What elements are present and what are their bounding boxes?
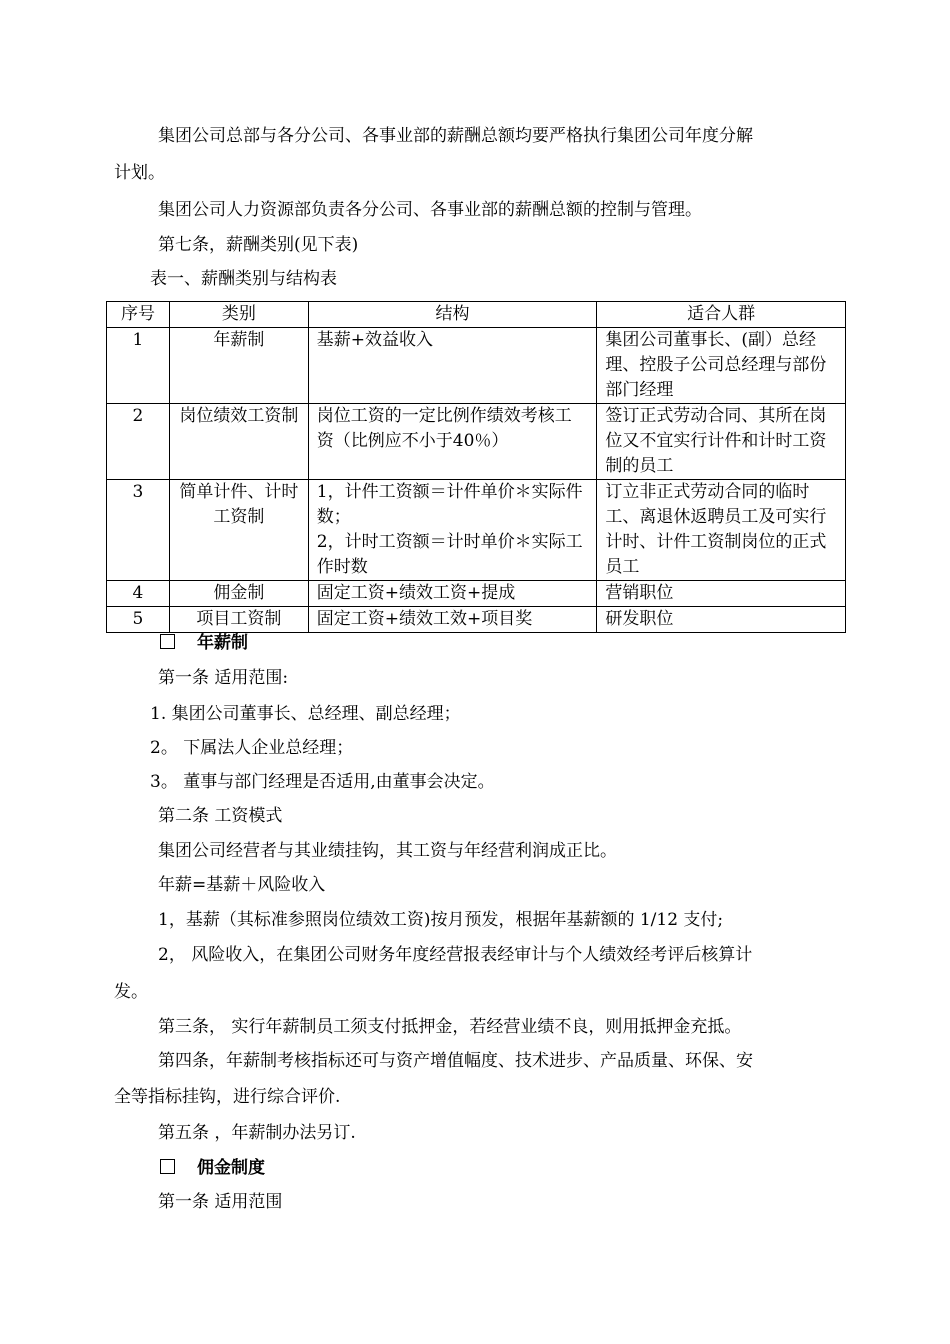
- paragraph-text: 全等指标挂钩，进行综合评价.: [114, 1087, 341, 1107]
- cell-structure: 岗位工资的一定比例作绩效考核工资（比例应不小于40％）: [308, 404, 597, 480]
- cell-group: 签订正式劳动合同、其所在岗位又不宜实行计件和计时工资制的员工: [597, 404, 846, 480]
- paragraph-text: 集团公司经营者与其业绩挂钩，其工资与年经营利润成正比。: [158, 841, 617, 861]
- cell-type: 佣金制: [169, 581, 308, 607]
- paragraph-text: 1，基薪（其标准参照岗位绩效工资)按月预发，根据年基薪额的 1/12 支付;: [158, 910, 724, 930]
- cell-structure: [308, 480, 597, 581]
- cell-type: 岗位绩效工资制: [169, 404, 308, 480]
- paragraph-text: 集团公司总部与各分公司、各事业部的薪酬总额均要严格执行集团公司年度分解: [158, 126, 753, 146]
- table-row: [107, 581, 846, 607]
- cell-group: 集团公司董事长、(副）总经理、控股子公司总经理与部份部门经理: [597, 328, 846, 404]
- header-group: 适合人群: [597, 302, 846, 328]
- section-heading-commission: [160, 1157, 265, 1179]
- table-row: [107, 480, 846, 581]
- cell-no: 4: [107, 581, 170, 607]
- table-row: [107, 404, 846, 480]
- list-item: 3。 董事与部门经理是否适用,由董事会决定。: [150, 772, 495, 792]
- cell-structure: 基薪+效益收入: [308, 328, 597, 404]
- checkbox-square-icon: [160, 1159, 175, 1174]
- structure-line: 2，计时工资额＝计时单价＊实际工作时数: [316, 532, 583, 577]
- list-item: 1. 集团公司董事长、总经理、副总经理；: [150, 704, 461, 724]
- cell-type: 项目工资制: [169, 607, 308, 633]
- header-structure: 结构: [308, 302, 597, 328]
- paragraph-text: 集团公司人力资源部负责各分公司、各事业部的薪酬总额的控制与管理。: [158, 200, 702, 220]
- paragraph-text: 第五条 ，年薪制办法另订.: [158, 1123, 356, 1143]
- cell-no: 3: [107, 480, 170, 581]
- cell-no: 2: [107, 404, 170, 480]
- table-header-row: [107, 302, 846, 328]
- salary-structure-table: [106, 301, 846, 633]
- section-heading-text: 年薪制: [197, 633, 248, 653]
- table-row: [107, 328, 846, 404]
- paragraph-text: 2， 风险收入，在集团公司财务年度经营报表经审计与个人绩效经考评后核算计: [158, 945, 753, 965]
- paragraph-text: 计划。: [114, 163, 165, 183]
- article-line: 第一条 适用范围:: [158, 668, 289, 688]
- article-line: 第二条 工资模式: [158, 806, 283, 826]
- header-no: 序号: [107, 302, 170, 328]
- article-heading: 第七条，薪酬类别(见下表): [158, 235, 359, 255]
- cell-structure: 固定工资+绩效工效+项目奖: [308, 607, 597, 633]
- cell-group: 研发职位: [597, 607, 846, 633]
- section-heading-annual-salary: [160, 632, 248, 654]
- header-type: 类别: [169, 302, 308, 328]
- structure-line: 1，计件工资额＝计件单价＊实际件数；: [316, 482, 583, 527]
- checkbox-square-icon: [160, 634, 175, 649]
- paragraph-text: 第四条，年薪制考核指标还可与资产增值幅度、技术进步、产品质量、环保、安: [158, 1051, 753, 1071]
- paragraph-text: 第三条， 实行年薪制员工须支付抵押金，若经营业绩不良，则用抵押金充抵。: [158, 1017, 742, 1037]
- cell-no: 1: [107, 328, 170, 404]
- list-item: 2。 下属法人企业总经理；: [150, 738, 354, 758]
- table-row: [107, 607, 846, 633]
- cell-no: 5: [107, 607, 170, 633]
- formula-text: 年薪=基薪＋风险收入: [158, 875, 326, 895]
- section-heading-text: 佣金制度: [197, 1158, 265, 1178]
- cell-group: 营销职位: [597, 581, 846, 607]
- cell-structure: 固定工资+绩效工资+提成: [308, 581, 597, 607]
- cell-type: 年薪制: [169, 328, 308, 404]
- table-caption: 表一、薪酬类别与结构表: [150, 269, 337, 289]
- article-line: 第一条 适用范围: [158, 1192, 283, 1212]
- cell-group: 订立非正式劳动合同的临时工、离退休返聘员工及可实行计时、计件工资制岗位的正式员工: [597, 480, 846, 581]
- cell-type: 简单计件、计时工资制: [169, 480, 308, 581]
- paragraph-text: 发。: [114, 982, 148, 1002]
